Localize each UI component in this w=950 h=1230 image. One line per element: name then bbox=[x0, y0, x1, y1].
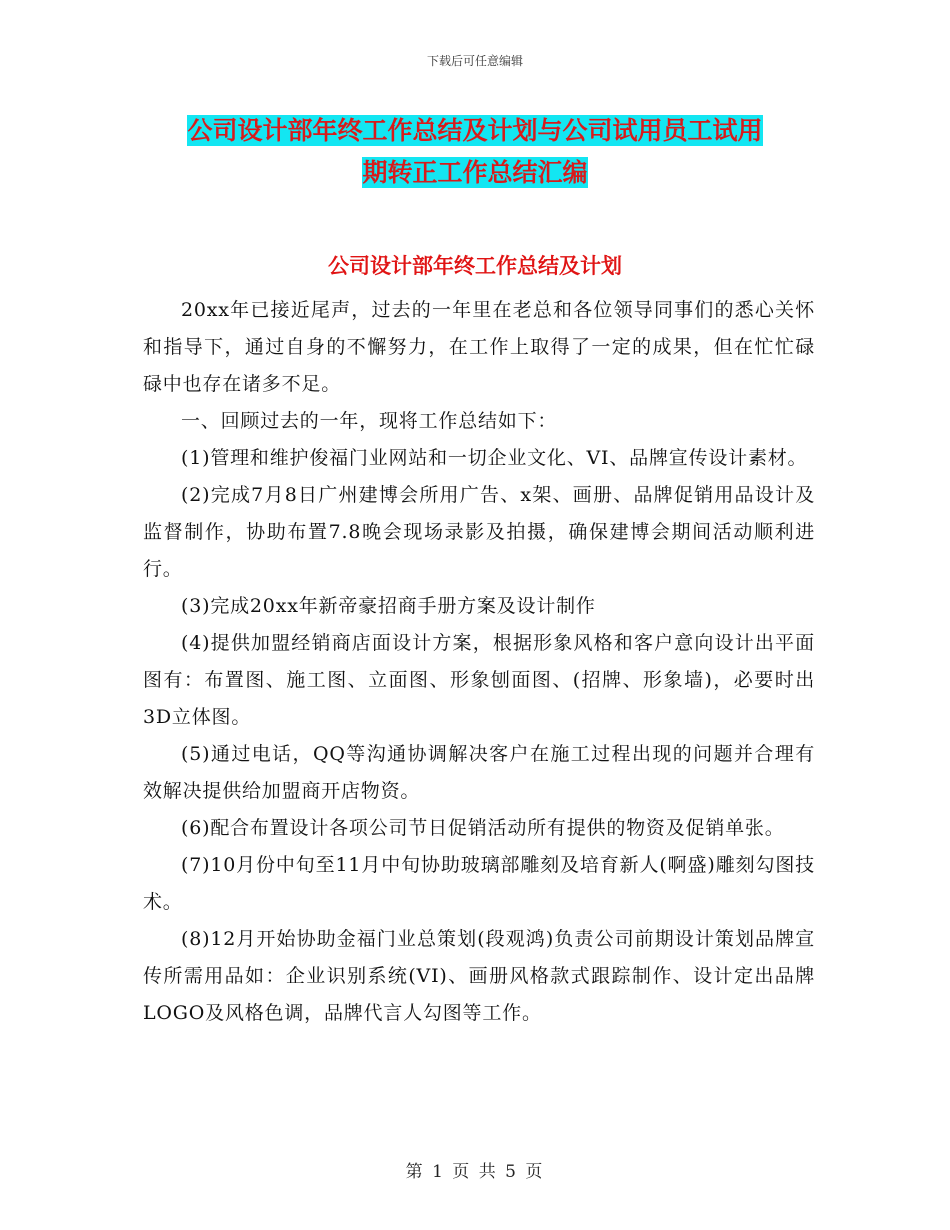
paragraph: (1)管理和维护俊福门业网站和一切企业文化、VI、品牌宣传设计素材。 bbox=[181, 447, 808, 469]
header-note: 下载后可任意编辑 bbox=[426, 54, 523, 68]
paragraph: (4)提供加盟经销商店面设计方案，根据形象风格和客户意向设计出平面图有：布置图、施工图、立面图、形象刨面图、(招牌、形象墙)，必要时出3D立体图。 bbox=[143, 632, 815, 728]
document-title-line-2 bbox=[0, 158, 950, 188]
paragraph: 20xx年已接近尾声，过去的一年里在老总和各位领导同事们的悉心关怀和指导下，通过自身的不懈努力，在工作上取得了一定的成果，但在忙忙碌碌中也存在诸多不足。 bbox=[143, 299, 815, 395]
document-body bbox=[143, 292, 815, 1032]
paragraph: 一、回顾过去的一年，现将工作总结如下： bbox=[181, 410, 558, 432]
paragraph: (8)12月开始协助金福门业总策划(段观鸿)负责公司前期设计策划品牌宣传所需用品如：企业识别系统(VI)、画册风格款式跟踪制作、设计定出品牌LOGO及风格色调，品牌代言人勾图等工作。 bbox=[143, 928, 815, 1024]
paragraph: (2)完成7月8日广州建博会所用广告、x架、画册、品牌促销用品设计及监督制作，协助布置7.8晚会现场录影及拍摄，确保建博会期间活动顺利进行。 bbox=[143, 484, 815, 580]
paragraph: (6)配合布置设计各项公司节日促销活动所有提供的物资及促销单张。 bbox=[181, 817, 785, 839]
page-footer: 第 1 页 共 5 页 bbox=[405, 1162, 545, 1182]
paragraph: (7)10月份中旬至11月中旬协助玻璃部雕刻及培育新人(啊盛)雕刻勾图技术。 bbox=[143, 854, 815, 913]
title-highlight-1: 公司设计部年终工作总结及计划与公司试用员工试用 bbox=[187, 116, 763, 145]
paragraph: (5)通过电话，QQ等沟通协调解决客户在施工过程出现的问题并合理有效解决提供给加盟商开店物资。 bbox=[143, 743, 815, 802]
paragraph: (3)完成20xx年新帝豪招商手册方案及设计制作 bbox=[181, 595, 596, 617]
title-highlight-2: 期转正工作总结汇编 bbox=[362, 158, 588, 187]
document-title-line-1 bbox=[0, 116, 950, 146]
section-title: 公司设计部年终工作总结及计划 bbox=[328, 254, 622, 278]
